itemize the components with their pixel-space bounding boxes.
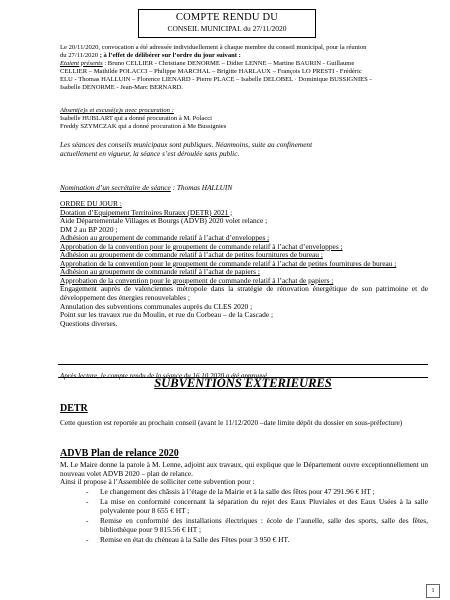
presents-line-4: Isabelle DENORME - Jean-Marc BERNARD.: [60, 83, 183, 91]
list-item: [86, 487, 428, 497]
section-title: SUBVENTIONS EXTERIEURES: [154, 376, 332, 390]
list-item: [86, 516, 428, 535]
page-number: 1: [426, 584, 440, 598]
agenda-item: Questions diverses.: [60, 319, 118, 328]
list-item-text: La mise en conformité concernant la séparation du rejet des Eaux Pluviales et des Eaux Usées à la salle polyvalente pour 8 655 € HT ;: [100, 496, 428, 516]
list-item-text: Remise en état du chéneau à la Salle des Fêtes pour 3 950 € HT.: [100, 534, 290, 544]
list-item: [86, 535, 428, 545]
agenda-item: Point sur les travaux rue du Moulin, et rue du Corbeau – de la Cascade ;: [60, 311, 274, 320]
agenda-item: Adhésion au groupement de commande relatif à l’achat de papiers ;: [60, 268, 260, 277]
detr-heading: DETR: [60, 403, 88, 414]
seance-line-1: Les séances des conseils municipaux sont publiques. Néanmoins, suite au confinement: [60, 140, 313, 149]
procuration-2: Freddy SZYMCZAK qui a donné procuration à Me Bussignies: [60, 122, 227, 130]
agenda-heading: ORDRE DU JOUR :: [60, 199, 122, 208]
secretary-nomination: [60, 183, 430, 192]
agenda-item: Adhésion au groupement de commande relatif à l’achat de petites fournitures de bureau ;: [60, 251, 323, 260]
advb-intro: M. Le Maire donne la parole à M. Lenne, adjoint aux travaux, qui explique que le Département ouvre exceptionnellement un nouveau volet ADVB 2020 – plan de relance.: [60, 460, 428, 478]
dash-bullet: -: [86, 487, 89, 496]
agenda-item: Approbation de la convention pour le groupement de commande relatif à l’achat de papiers ;: [60, 276, 334, 285]
presents-line-1: [60, 60, 430, 68]
advb-request-list: [86, 487, 428, 545]
procuration-1: Isabelle HUBLART qui a donné procuration à M. Polacci: [60, 114, 213, 122]
convocation-presence-block: [60, 44, 430, 91]
presents-line-3: ELU - Thomas HALLUIN – Florence LIENARD - Pierre PLACE – Isabelle DELOBEL · Dominique BUSSIGNIES -: [60, 75, 372, 83]
dash-bullet: -: [86, 496, 89, 506]
list-item-text: Remise en conformité des installations électriques : école de l’aunelle, salle des sports, salle des fêtes, bibliothèque pour 9 815.56 € HT ;: [100, 515, 428, 535]
convocation-line-1: Le 20/11/2020, convocation a été adressée individuellement à chaque membre du conseil municipal, pour la réunion: [60, 44, 367, 51]
title-box: [138, 9, 316, 38]
presents-label: Etaient présents: [60, 59, 103, 67]
advb-proposal: Ainsi il propose à l’Assemblée de solliciter cette subvention pour :: [60, 477, 255, 487]
list-item: [86, 497, 428, 516]
presents-line-2: CELLIER – Mathilde POLACCI – Philippe MARCHAL – Brigitte HARLAUX – François LO PRESTI - Frédéric: [60, 67, 362, 75]
advb-paragraph: [60, 461, 428, 487]
convocation-line-2: [60, 52, 430, 60]
presents-names-1: : Bruno CELLIER - Christiane DENORME – Didier LENNE – Martine BAURIN - Guillaume: [102, 59, 355, 67]
list-item-text: Le changement des châssis à l’étage de la Mairie et à la salle des fêtes pour 47 291.96 € HT ;: [100, 487, 375, 496]
agenda-item: Annulation des subventions communales auprès du CLES 2020 ;: [60, 302, 253, 311]
document-subtitle: CONSEIL MUNICIPAL du 27/11/2020: [167, 24, 287, 33]
agenda-item: Engagement auprès de valenciennes métropole dans la stratégie de rénovation énergétique de son patrimoine et de développement des énergies renouvelables ;: [60, 284, 428, 303]
dash-bullet: -: [86, 515, 89, 525]
procurations-block: [60, 107, 430, 131]
nomination-value: : Thomas HALLUIN: [170, 183, 233, 192]
agenda-item: Aide Départementale Villages et Bourgs (ADVB) 2020 volet relance ;: [60, 217, 268, 226]
procurations-label: Absent(e)s et excusé(e)s avec procuration :: [60, 107, 174, 114]
agenda: [60, 200, 428, 328]
agenda-item: Adhésion au groupement de commande relatif à l’achat d’enveloppes ;: [60, 234, 270, 243]
dash-bullet: -: [86, 534, 89, 544]
seance-publique-note: [60, 140, 430, 158]
agenda-item: Dotation d’Equipement Territoires Ruraux (DETR) 2021 ;: [60, 208, 233, 217]
advb-heading: ADVB Plan de relance 2020: [60, 448, 179, 459]
nomination-label: Nomination d’un secrétaire de séance: [60, 183, 171, 192]
agenda-item: Approbation de la convention pour le groupement de commande relatif à l’achat de petites fournitures de bureau ;: [60, 258, 397, 268]
agenda-item: Approbation de la convention pour le groupement de commande relatif à l’achat d’enveloppes ;: [60, 242, 343, 251]
approval-text: Après lecture, le compte rendu de la séance du 16.10.2020 a été approuvé.: [60, 372, 269, 380]
detr-paragraph: Cette question est reportée au prochain conseil (avant le 11/12/2020 –date limite dépôt du dossier en sous-préfecture): [60, 418, 403, 427]
agenda-item: DM 2 au BP 2020 ;: [60, 225, 118, 234]
convocation-purpose: ; à l’effet de délibérer sur l’ordre du jour suivant :: [99, 51, 241, 59]
convocation-date: du 27/11/2020: [60, 51, 100, 59]
document-title: COMPTE RENDU DU: [175, 12, 279, 23]
seance-line-2: actuellement en vigueur, la séance s’est déroulée sans public.: [60, 149, 240, 159]
